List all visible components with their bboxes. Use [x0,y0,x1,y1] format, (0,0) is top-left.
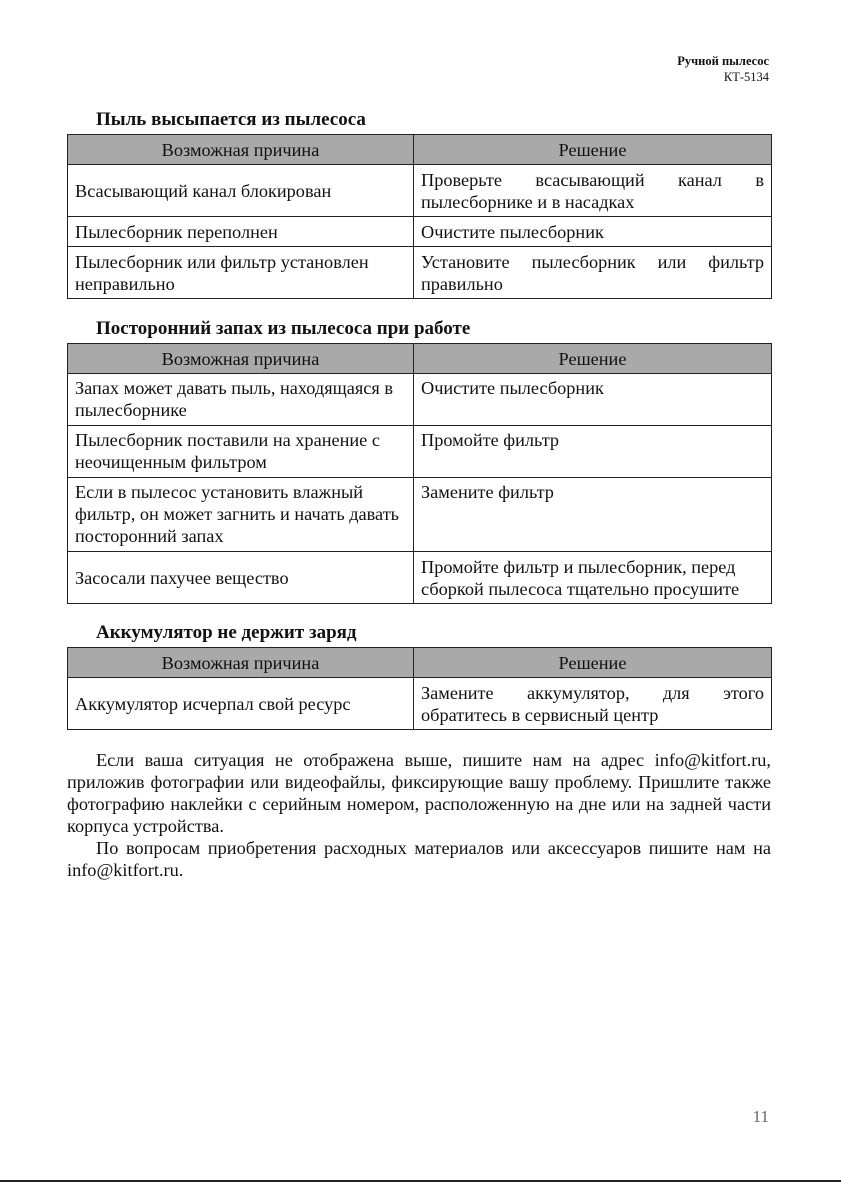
solution-cell: Замените фильтр [414,478,772,552]
table-row [68,478,772,552]
table-row [68,217,772,247]
troubleshooting-table-odor [67,343,772,604]
cause-cell: Всасывающий канал блокирован [68,165,414,217]
table-row [68,374,772,426]
header-product-name: Ручной пылесос [677,54,769,68]
solution-cell: Установите пылесборник или фильтр правильно [414,247,772,299]
note-paragraph-contact: Если ваша ситуация не отображена выше, пишите нам на адрес info@kitfort.ru, приложив фотографии или видеофайлы, фиксирующие вашу проблему. Пришлите также фотографию наклейки с серийным номером, расположенную на дне или на задней части корпуса устройства. [67,750,771,836]
troubleshooting-table-dust [67,134,772,299]
table-row [68,552,772,604]
solution-cell: Промойте фильтр [414,426,772,478]
column-header-cause: Возможная причина [68,344,414,374]
table-header-row [68,648,772,678]
page-bottom-rule [0,1180,841,1182]
column-header-solution: Решение [414,648,772,678]
table-header-row [68,344,772,374]
cause-cell: Пылесборник переполнен [68,217,414,247]
section-title-dust: Пыль высыпается из пылесоса [96,109,366,130]
cause-cell: Засосали пахучее вещество [68,552,414,604]
note-paragraph-accessories: По вопросам приобретения расходных материалов или аксессуаров пишите нам на info@kitfort.ru. [67,838,771,880]
cause-cell: Запах может давать пыль, находящаяся в пылесборнике [68,374,414,426]
section-title-odor: Посторонний запах из пылесоса при работе [96,318,471,339]
column-header-solution: Решение [414,344,772,374]
column-header-solution: Решение [414,135,772,165]
page-number: 11 [752,1107,769,1126]
table-header-row [68,135,772,165]
page-header [677,53,769,85]
table-row [68,426,772,478]
cause-cell: Аккумулятор исчерпал свой ресурс [68,678,414,730]
solution-cell: Очистите пылесборник [414,374,772,426]
support-note [67,749,771,881]
solution-cell: Проверьте всасывающий канал в пылесборнике и в насадках [414,165,772,217]
table-row [68,678,772,730]
cause-cell: Если в пылесос установить влажный фильтр, он может загнить и начать давать посторонний запах [68,478,414,552]
solution-cell: Очистите пылесборник [414,217,772,247]
table-row [68,165,772,217]
solution-cell: Замените аккумулятор, для этого обратитесь в сервисный центр [414,678,772,730]
solution-cell: Промойте фильтр и пылесборник, перед сборкой пылесоса тщательно просушите [414,552,772,604]
column-header-cause: Возможная причина [68,135,414,165]
cause-cell: Пылесборник или фильтр установлен неправильно [68,247,414,299]
section-title-battery: Аккумулятор не держит заряд [96,622,357,643]
cause-cell: Пылесборник поставили на хранение с неочищенным фильтром [68,426,414,478]
column-header-cause: Возможная причина [68,648,414,678]
table-row [68,247,772,299]
troubleshooting-table-battery [67,647,772,730]
header-model-number: КТ-5134 [723,70,769,84]
